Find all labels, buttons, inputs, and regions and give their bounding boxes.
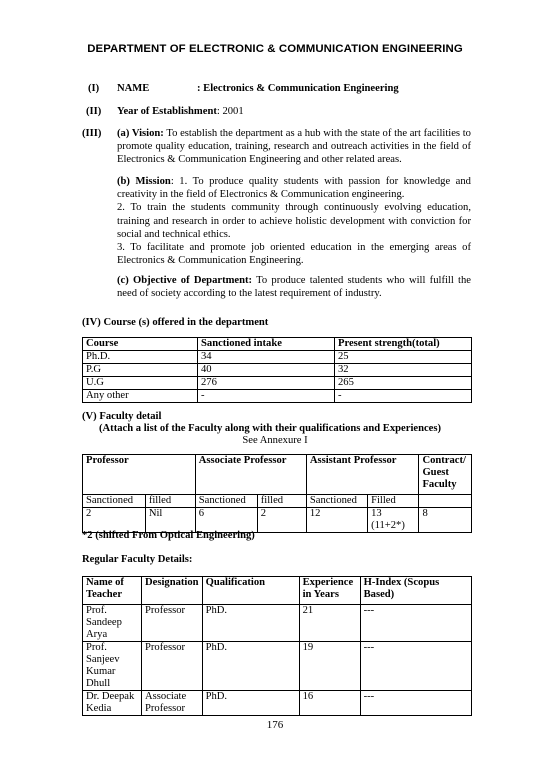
regular-faculty-table [82,576,472,716]
faculty-group-contract: Contract/ Guest Faculty [419,455,472,495]
table-cell: 25 [335,351,472,364]
table-cell: 276 [198,377,335,390]
table-cell: --- [360,642,471,691]
objective-paragraph [117,274,471,300]
faculty-table [82,454,472,533]
table-cell: 2 [257,508,306,533]
establishment-line [117,105,244,118]
table-cell: 19 [299,642,360,691]
mission-label: (b) Mission [117,176,171,187]
table-cell: Professor [142,642,203,691]
table-cell: 40 [198,364,335,377]
regular-header-designation: Designation [142,577,203,605]
table-cell: Nil [145,508,195,533]
name-label: NAME [117,83,150,94]
table-cell: - [335,390,472,403]
faculty-shift-note: *2 (shifted From Optical Engineering) [82,530,255,541]
mission-item-3: 3. To facilitate and promote job oriented education in the emerging areas of Electronics & Communication Engineering. [117,242,471,267]
courses-header-intake: Sanctioned intake [198,338,335,351]
faculty-group-assistant: Assistant Professor [306,455,419,495]
table-cell [419,495,472,508]
table-row [83,642,472,691]
page-number: 176 [266,719,284,731]
table-cell: --- [360,691,471,716]
table-cell: 2 [83,508,146,533]
table-cell: 21 [299,605,360,642]
table-cell: P.G [83,364,198,377]
table-row [83,364,472,377]
table-cell: Any other [83,390,198,403]
vision-text: To establish the department as a hub with the state of the art facilities to promote quality education, training, research and outreach activities in the field of Electronics & Communication Engineering and other related areas. [117,128,471,166]
annexure-note: See Annexure I [242,435,308,446]
establishment-value: : 2001 [216,106,244,117]
name-value: : Electronics & Communication Engineering [197,83,399,94]
table-cell: Sanctioned [306,495,367,508]
table-cell: PhD. [202,642,299,691]
regular-header-row [83,577,472,605]
table-cell: Associate Professor [142,691,203,716]
regular-header-hindex: H-Index (Scopus Based) [360,577,471,605]
table-row [83,691,472,716]
table-cell: Professor [142,605,203,642]
regular-header-name: Name of Teacher [83,577,142,605]
courses-header-course: Course [83,338,198,351]
table-cell: 6 [195,508,257,533]
table-cell: Sanctioned [195,495,257,508]
table-cell: Ph.D. [83,351,198,364]
courses-heading: (IV) Course (s) offered in the department [82,317,269,328]
table-cell: 13 (11+2*) [368,508,419,533]
faculty-subheading: (Attach a list of the Faculty along with their qualifications and Experiences) [99,423,442,434]
table-cell: 34 [198,351,335,364]
establishment-label: Year of Establishment [117,106,217,117]
objective-label: (c) Objective of Department: [117,275,253,286]
table-row [83,351,472,364]
table-cell: Filled [368,495,419,508]
faculty-subheader-row [83,495,472,508]
regular-header-experience: Experience in Years [299,577,360,605]
objective-text: To produce talented students who will fulfill the need of society according to the latest requirement of industry. [117,275,471,300]
table-row [83,605,472,642]
table-cell: Dr. Deepak Kedia [83,691,142,716]
mission-paragraph [117,175,471,268]
section-1-number: (I) [88,83,100,94]
table-cell: 265 [335,377,472,390]
table-cell: filled [145,495,195,508]
mission-1-text: : 1. To produce quality students with passion for knowledge and creativity in the field of Electronics & Communication engineering. [117,176,471,201]
section-2-number: (II) [86,106,102,117]
table-cell: Sanctioned [83,495,146,508]
table-cell: - [198,390,335,403]
page-title: DEPARTMENT OF ELECTRONIC & COMMUNICATION ENGINEERING [87,43,463,55]
table-cell: 12 [306,508,367,533]
mission-item-2: 2. To train the students community through continuously evolving education, training and research in order to achieve holistic development with conviction for social and technical ethics. [117,202,471,240]
table-cell: filled [257,495,306,508]
table-cell: PhD. [202,691,299,716]
mission-item-1 [117,175,471,201]
faculty-group-row [83,455,472,495]
table-cell: --- [360,605,471,642]
courses-header-strength: Present strength(total) [335,338,472,351]
table-cell: U.G [83,377,198,390]
table-cell: 32 [335,364,472,377]
table-cell: PhD. [202,605,299,642]
table-cell: 16 [299,691,360,716]
table-cell: Prof. Sandeep Arya [83,605,142,642]
table-row [83,377,472,390]
table-cell: 8 [419,508,472,533]
courses-table [82,337,472,403]
faculty-heading: (V) Faculty detail [82,411,162,422]
section-3-number: (III) [82,128,102,139]
regular-header-qualification: Qualification [202,577,299,605]
vision-paragraph [117,127,471,167]
courses-header-row [83,338,472,351]
faculty-group-professor: Professor [83,455,196,495]
table-cell: Prof. Sanjeev Kumar Dhull [83,642,142,691]
faculty-group-associate: Associate Professor [195,455,306,495]
regular-heading: Regular Faculty Details: [82,554,193,565]
table-row [83,390,472,403]
vision-label: (a) Vision: [117,128,164,139]
